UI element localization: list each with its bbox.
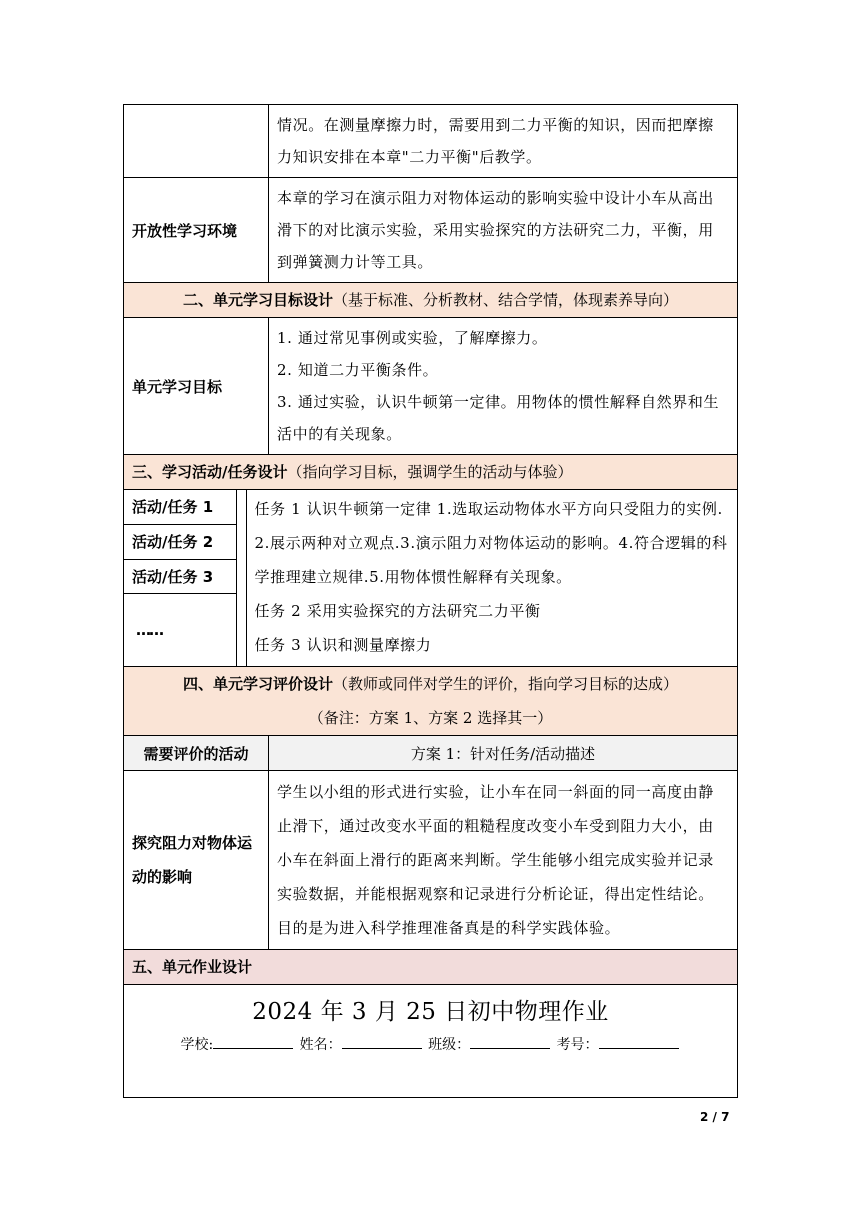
number-label: 考号：	[556, 1037, 599, 1053]
task3-text: 任务 3 认识和测量摩擦力	[254, 636, 432, 654]
section4-title: 四、单元学习评价设计	[182, 675, 333, 693]
eval-col1-header: 需要评价的活动	[124, 736, 269, 771]
intro-row	[124, 105, 738, 178]
section5-header-row	[124, 950, 738, 985]
school-blank[interactable]	[213, 1036, 293, 1049]
intro-continuation-text: 情况。在测量摩擦力时，需要用到二力平衡的知识，因而把摩擦力知识安排在本章"二力平衡"后教学。	[269, 105, 738, 178]
activities-row	[124, 490, 738, 667]
eval-row	[124, 771, 738, 950]
open-env-text: 本章的学习在演示阻力对物体运动的影响实验中设计小车从高出滑下的对比演示实验，采用实验探究的方法研究二力，平衡，用到弹簧测力计等工具。	[269, 178, 738, 283]
unit-goals-list	[269, 318, 738, 455]
open-env-row	[124, 178, 738, 283]
unit-design-table	[123, 104, 738, 1098]
class-label: 班级：	[428, 1037, 471, 1053]
section4-header	[124, 667, 738, 736]
activities-table	[124, 490, 737, 666]
task1-text: 任务 1 认识牛顿第一定律 1.选取运动物体水平方向只受阻力的实例. 2.展示两种对立观点.3.演示阻力对物体运动的影响。4.符合逻辑的科学推理建立规律.5.用物体惯性解释有关现象。	[254, 500, 728, 586]
eval-col2-header: 方案 1：针对任务/活动描述	[269, 736, 738, 771]
section2-header	[124, 283, 738, 318]
homework-fields	[124, 1034, 737, 1054]
activity-label-more: ……	[124, 594, 236, 666]
unit-goals-row	[124, 318, 738, 455]
eval-activity-label: 探究阻力对物体运动的影响	[124, 771, 269, 950]
document-page	[123, 104, 737, 1098]
school-label: 学校:	[180, 1037, 214, 1053]
class-blank[interactable]	[470, 1036, 550, 1049]
section4-header-row	[124, 667, 738, 736]
name-blank[interactable]	[342, 1036, 422, 1049]
unit-goals-label: 单元学习目标	[124, 318, 269, 455]
homework-row	[124, 985, 738, 1098]
section5-header: 五、单元作业设计	[124, 950, 738, 985]
number-blank[interactable]	[599, 1036, 679, 1049]
activity-label-3: 活动/任务 3	[124, 559, 236, 594]
goal-item: 3. 通过实验，认识牛顿第一定律。用物体的惯性解释自然界和生活中的有关现象。	[277, 393, 720, 443]
section2-title: 二、单元学习目标设计	[182, 291, 333, 309]
section3-header	[124, 455, 738, 490]
goal-item: 2. 知道二力平衡条件。	[277, 361, 439, 379]
open-env-label: 开放性学习环境	[124, 178, 269, 283]
task-description	[246, 490, 737, 666]
eval-activity-text: 学生以小组的形式进行实验，让小车在同一斜面的同一高度由静止滑下，通过改变水平面的粗糙程度改变小车受到阻力大小，由小车在斜面上滑行的距离来判断。学生能够小组完成实验并记录实验数据，并能根据观察和记录进行分析论证，得出定性结论。目的是为进入科学推理准备真是的科学实践体验。	[269, 771, 738, 950]
homework-box	[124, 985, 738, 1098]
eval-header-row	[124, 736, 738, 771]
section3-header-row	[124, 455, 738, 490]
section2-header-row	[124, 283, 738, 318]
section3-title: 三、学习活动/任务设计	[132, 463, 288, 481]
section3-note: （指向学习目标，强调学生的活动与体验）	[287, 463, 573, 481]
page-number: 2 / 7	[700, 1110, 730, 1124]
homework-title: 2024 年 3 月 25 日初中物理作业	[252, 999, 609, 1025]
goal-item: 1. 通过常见事例或实验，了解摩擦力。	[277, 329, 548, 347]
task2-text: 任务 2 采用实验探究的方法研究二力平衡	[254, 602, 541, 620]
section4-note: （教师或同伴对学生的评价，指向学习目标的达成）	[333, 675, 679, 693]
section4-remark: （备注：方案 1、方案 2 选择其一）	[308, 709, 553, 727]
section2-note: （基于标准、分析教材、结合学情，体现素养导向）	[333, 291, 679, 309]
activity-label-2: 活动/任务 2	[124, 524, 236, 559]
activity-label-1: 活动/任务 1	[124, 490, 236, 524]
name-label: 姓名：	[299, 1037, 342, 1053]
